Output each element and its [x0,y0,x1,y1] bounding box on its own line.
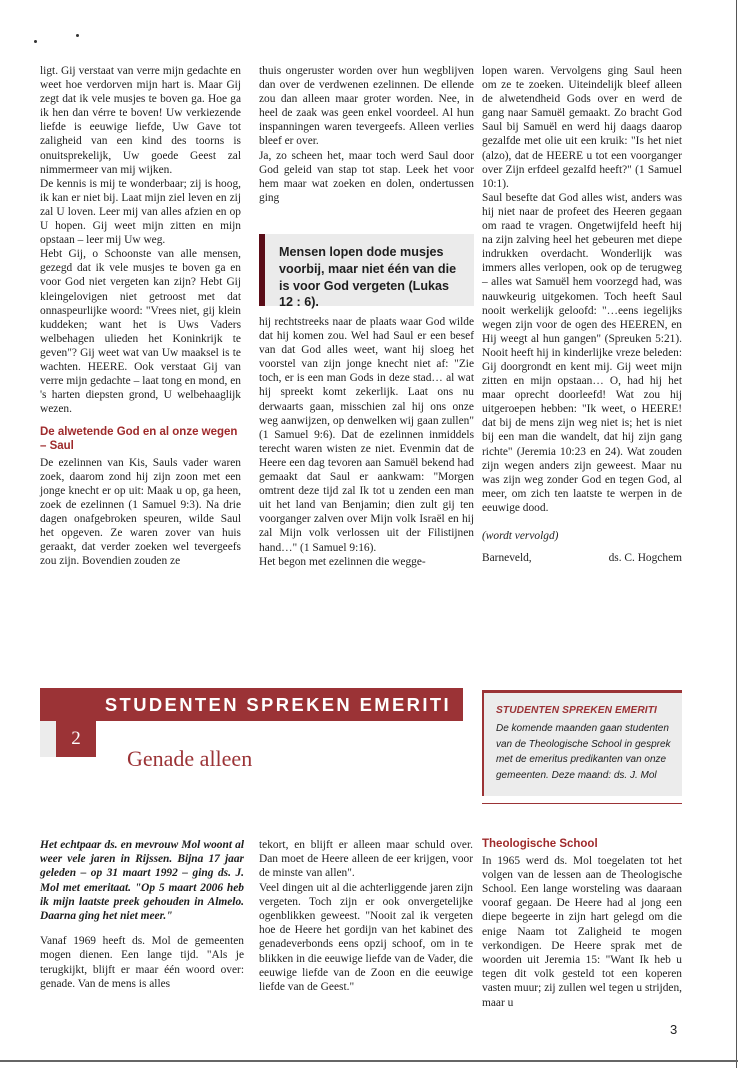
article2-column-1 [40,838,244,991]
paragraph: tekort, en blijft er alleen maar schuld over. Dan moet de Heere alleen de eer krijgen, voor de minste van allen". [259,839,473,880]
paragraph: De kennis is mij te wonderbaar; zij is hoog, ik kan er niet bij. Laat mijn ziel leven en zij zal U loven. Leer mij van alles afzien en op U hopen. Gij weet mijn zitten en mijn opstaan – leer mij Uw weg. [40,177,241,247]
article2-column-3 [482,838,682,1010]
article1-column-2-top [259,64,474,205]
scan-speck [34,40,37,43]
paragraph: In 1965 werd ds. Mol toegelaten tot het volgen van de lessen aan de Theologische School. Een lange worsteling was daaraan vooraf gegaan. De Heere had al jong een diepe begeerte in zijn hart gelegd om die enige Naam tot Zaligheid te mogen verkondigen. De Heere sprak met de woorden uit Jeremia 15: "Want Ik heb u tegen dit volk gesteld tot een koperen vasten muur; zij zullen wel tegen u strijden, maar u [482,854,682,1009]
paragraph: Hebt Gij, o Schoonste van alle mensen, gezegd dat ik vele musjes te boven ga en voor God niet vergeten kan zijn? Hebt Gij kleingelovigen niet getroost met dat onnaspeurlijke woord: "Vrees niet, gij klein kuddeken; want het is Uws Vaders welbehagen ulieden het Koninkrijk te geven"? Gij weet wat van Uw maaksel is te wachten. HEERE. Ook verstaat Gij van verre mijn gedachte – laat tong en mond, en 's harten diepsten grond, U welbehaaglijk wezen. [40,248,241,416]
signature [482,551,682,565]
paragraph: hij rechtstreeks naar de plaats waar God wilde dat hij komen zou. Wel had Saul er een besef van dat God alles weet, want hij sloeg het voorstel van zijn jonge knecht niet af: "Zie toch, er is een man Gods in deze stad… al wat hij spreekt komt zekerlijk. Laat ons nu derwaarts gaan, misschien zal hij ons onze weg aanwijzen, op denwelken wij gaan zullen" (1 Samuel 9:6). Dat de ezelinnen inmiddels terecht waren wisten ze niet. Evenmin dat de Heere een dag tevoren aan Samuël bekend had gemaakt dat Saul er aankwam: "Morgen omtrent deze tijd zal Ik tot u zenden een man uit het land van Benjamin; dien zult gij ten voorganger zalven over Mijn volk Israël en hij zal Mijn volk verlossen uit der Filistijnen hand…" (1 Samuel 9:16). [259,316,474,554]
page-number: 3 [670,1022,678,1037]
paragraph: Ja, zo scheen het, maar toch werd Saul door God geleid van stap tot stap. Leek het voor hem maar wat zoeken en dolen, ondertussen ging [259,149,474,204]
signature-author: ds. C. Hogchem [608,552,682,565]
article1-column-2-bottom [259,315,474,569]
series-info-box [482,690,682,796]
section-subheading: Theologische School [482,838,598,850]
article-intro: Het echtpaar ds. en mevrouw Mol woont al weer vele jaren in Rijssen. Bijna 17 jaar geleden – op 31 maart 1992 – ging ds. J. Mol met emeritaat. "Op 5 maart 2006 heb ik mijn laatste preek gehouden in Almelo. Daarna ging het niet meer." [40,839,244,923]
to-be-continued-note: (wordt vervolgd) [482,530,559,542]
article2-column-2 [259,838,473,994]
info-box-text: De komende maanden gaan studenten van de Theologische School in gesprek met de emeritus predikanten van onze gemeenten. Deze maand: ds. J. Mol [496,723,671,781]
article1-column-1 [40,64,241,568]
paragraph: De ezelinnen van Kis, Sauls vader waren zoek, daarom zond hij zijn zoon met een jonge knecht er op uit: Maak u op, ga heen, zoek de ezelinnen (1 Samuel 9:3). Na drie dagen onafgebroken speuren, wilde Saul het opgeven. Ze waren zover van huis geraakt, dat verder zoeken wel tevergeefs zou zijn. Bovendien zouden ze [40,456,241,568]
paragraph: Veel dingen uit al die achterliggende jaren zijn vergeten. Toch zijn er ook onvergetelijke ogenblikken geweest. "Nooit zal ik vergeten hoe de Heere het gordijn van het kabinet des genadeverbonds eens opzij schoof, om in te blikken in die eeuwige liefde van de Vader, die eeuwige liefde van de Zoon en die eeuwige liefde van de Geest." [259,881,473,994]
article1-column-3 [482,64,682,565]
paragraph: ligt. Gij verstaat van verre mijn gedachte en weet hoe verdorven mijn hart is. Maar Gij zegt dat ik vele musjes te boven ga. Hoe ga ik hen dan vérre te boven! Uw verkiezende liefde is eeuwige liefde, Uw Gave tot zaligheid van een kind des toorns is onuitsprekelijk, Uw goede Geest zal nimmermeer van mij wijken. [40,65,241,176]
signature-place: Barneveld, [482,552,532,565]
section-subheading: De alwetende God en al onze wegen – Saul [40,426,238,452]
banner-accent-bar [40,721,56,757]
pull-quote: Mensen lopen dode musjes voorbij, maar niet één van die is voor God vergeten (Lukas 12 : 6). [259,234,474,306]
article-title: Genade alleen [127,746,253,771]
scan-speck [76,34,79,37]
paragraph: Vanaf 1969 heeft ds. Mol de gemeenten mogen dienen. Een lange tijd. "Als je terugkijkt, blijft er maar één woord over: genade. Van de mens is alles [40,935,244,990]
paragraph: Saul besefte dat God alles wist, anders was hij niet naar de profeet des Heeren gegaan om raad te vragen. Ongetwijfeld heeft hij na zijn zalving heel het gebeuren met diepe indrukken overdacht. Wonderlijk was immers alles verlopen, ook op de terugweg – alles wat Samuël hem voorzegd had, was nauwkeurig uitgekomen. Toch heeft Saul nooit werkelijk geloofd: "…eens iegelijks wegen zijn voor de ogen des HEEREN, en Hij weegt al hun gangen" (Spreuken 5:21). Nooit heeft hij in kinderlijke vreze beleden: Gij doorgrondt en kent mij. Gij weet mijn zitten en mijn opstaan… O, had hij het maar oprecht doorleefd! Wat zou hij uitgeroepen hebben: "Ik weet, o HEERE! dat bij de mens zijn weg niet is; het is niet bij een man die wandelt, dat hij zijn gang richte" (Jeremia 10:23 en 24). Wat zouden zijn wegen anders zijn geweest. Maar nu was zijn weg zonder God en tegen God, al meer, om zich ten laatste te werpen in de eeuwige dood. [482,191,682,514]
info-box-heading: STUDENTEN SPREKEN EMERITI [496,705,657,716]
paragraph: Het begon met ezelinnen die wegge- [259,555,426,568]
series-banner: STUDENTEN SPREKEN EMERITI [40,688,463,721]
paragraph: thuis ongeruster worden over hun wegblijven dan over de verdwenen ezelinnen. De ellende zou dan alleen maar groter worden. Nee, in heel de zaak was geen enkel voordeel. Al hun inspanningen waren tevergeefs. Alleen verlies bleef er over. [259,65,474,148]
paragraph: lopen waren. Vervolgens ging Saul heen om ze te zoeken. Uiteindelijk bleef alleen de alwetendheid Gods over en werd de gang naar Samuël gemaakt. Zo bracht God Saul bij Samuël en werd hij daags daarop gezalfde met olie uit een kruik: "Is het niet (alzo), dat de HEERE u tot een voorganger over Zijn erfdeel gezalfd heeft?" (1 Samuel 10:1). [482,65,682,190]
page-edge-right [736,0,737,1068]
episode-number: 2 [56,721,96,757]
page-edge-bottom [0,1060,738,1062]
divider [482,803,682,804]
